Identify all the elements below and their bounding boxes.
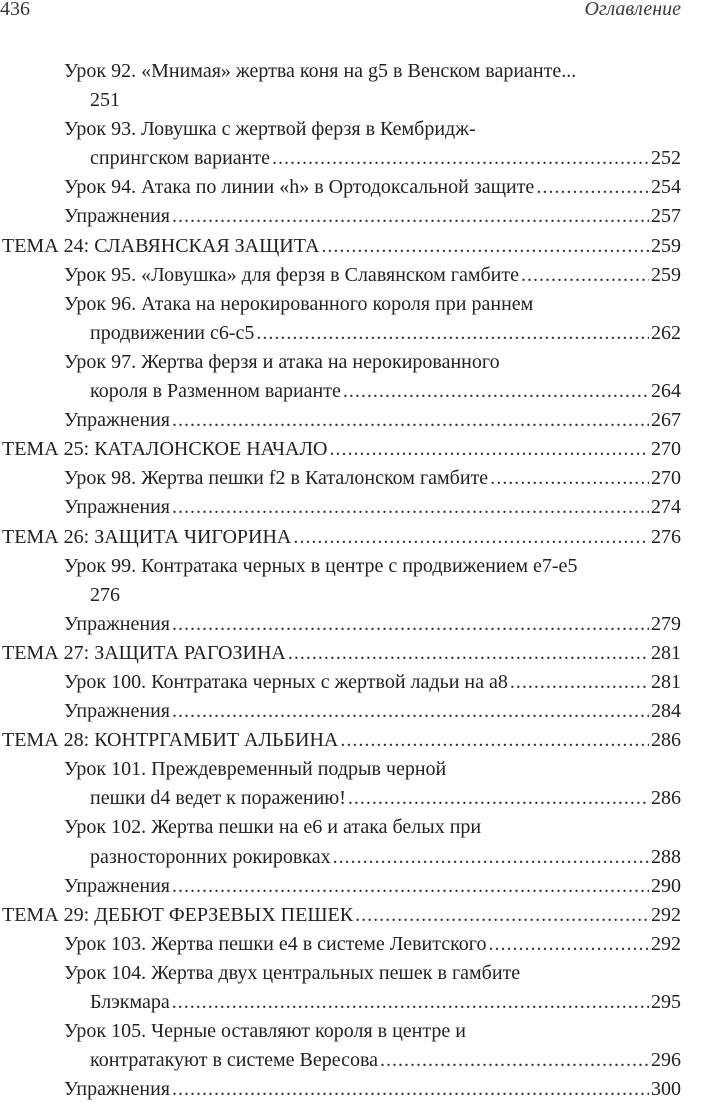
toc-topic-line (0, 639, 703, 668)
toc-entry-page: 296 (651, 1049, 681, 1072)
toc-entry-title: Блэкмара (90, 991, 170, 1013)
toc-lesson-line (0, 173, 703, 202)
dot-leader (172, 988, 649, 1017)
dot-leader (536, 173, 649, 202)
toc-entry-page: 267 (651, 409, 681, 432)
toc-entry-page: 262 (651, 321, 681, 344)
dot-leader (340, 726, 649, 755)
toc-entry-title: Урок 93. Ловушка с жертвой ферзя в Кембридж- (64, 118, 476, 141)
toc-entry-title: продвижении с6-с5 (90, 321, 255, 344)
toc-entry-page: 276 (651, 525, 681, 548)
toc-entry-page: 295 (651, 991, 681, 1013)
toc-topic-line (0, 232, 703, 261)
toc-entry-title: Урок 98. Жертва пешки f2 в Каталонском гамбите (64, 467, 489, 490)
toc-entry-title: Упражнения (64, 874, 170, 897)
toc-entry-title: ТЕМА 27: ЗАЩИТА РАГОЗИНА (2, 641, 286, 664)
toc-entry-page: 286 (651, 787, 681, 810)
toc-entry-page: 281 (651, 670, 681, 693)
toc-topic-line (0, 435, 703, 464)
dot-leader (343, 377, 649, 406)
dot-leader (321, 232, 649, 261)
toc-lesson-line (0, 348, 703, 377)
dot-leader (172, 493, 649, 522)
toc-lesson-line (0, 57, 703, 86)
toc-entry-title: Упражнения (64, 205, 170, 228)
page-header (0, 0, 703, 28)
toc-entry-page: 286 (651, 729, 681, 752)
toc-entry-title: спрингском варианте (90, 147, 270, 170)
dot-leader (510, 668, 649, 697)
toc-lesson-line (0, 872, 703, 901)
toc-entry-title: Урок 96. Атака на нерокированного короля при раннем (64, 292, 534, 315)
dot-leader (172, 697, 649, 726)
toc-lesson-line (0, 406, 703, 435)
toc-lesson-line (0, 755, 703, 784)
toc-entry-title: Упражнения (64, 409, 170, 432)
toc-entry-page: 290 (651, 874, 681, 897)
toc-lesson-line (0, 115, 703, 144)
toc-cont-line (0, 86, 703, 115)
toc-lesson-line (0, 1017, 703, 1046)
dot-leader (172, 610, 649, 639)
dot-leader (172, 1075, 649, 1104)
dot-leader (333, 843, 649, 872)
toc-entry-title: разносторонних рокировках (90, 845, 331, 868)
table-of-contents (0, 57, 703, 1104)
dot-leader (521, 261, 649, 290)
toc-entry-title: пешки d4 ведет к поражению! (90, 787, 346, 810)
dot-leader (288, 639, 649, 668)
toc-lesson-line (0, 610, 703, 639)
toc-lesson-line (0, 464, 703, 493)
toc-lesson-line (0, 697, 703, 726)
toc-lesson-line (0, 668, 703, 697)
toc-entry-title: контратакуют в системе Вересова (90, 1049, 379, 1072)
toc-entry-title: Урок 100. Контратака черных с жертвой ладьи на а8 (64, 670, 508, 693)
toc-cont-line (0, 581, 703, 610)
toc-cont-line (0, 377, 703, 406)
page-number: 436 (0, 0, 30, 20)
toc-entry-title: Урок 95. «Ловушка» для ферзя в Славянском гамбите (64, 263, 519, 286)
toc-entry-title: Урок 105. Черные оставляют короля в центре и (64, 1020, 466, 1043)
toc-entry-title: ТЕМА 25: КАТАЛОНСКОЕ НАЧАЛО (2, 438, 328, 461)
toc-lesson-line (0, 290, 703, 319)
toc-cont-line (0, 144, 703, 173)
toc-cont-line (0, 319, 703, 348)
toc-lesson-line (0, 261, 703, 290)
toc-entry-page: 259 (651, 263, 681, 286)
toc-entry-page: 292 (651, 932, 681, 955)
toc-entry-title: Урок 101. Преждевременный подрыв черной (64, 758, 447, 781)
dot-leader (172, 202, 649, 231)
dot-leader (490, 464, 649, 493)
toc-entry-page: 274 (651, 496, 681, 519)
toc-entry-page: 279 (651, 612, 681, 635)
toc-entry-title: Урок 103. Жертва пешки е4 в системе Левитского (64, 932, 487, 955)
toc-entry-title: Урок 99. Контратака черных в центре с продвижением е7-е5 (64, 554, 578, 577)
dot-leader (272, 144, 649, 173)
toc-entry-title: короля в Разменном варианте (90, 380, 341, 403)
toc-entry-title: Урок 102. Жертва пешки на е6 и атака белых при (64, 816, 482, 839)
toc-entry-page: 284 (651, 700, 681, 723)
toc-entry-page: 252 (651, 147, 681, 170)
toc-entry-title: Урок 92. «Мнимая» жертва коня на g5 в Венском варианте... (64, 60, 577, 82)
toc-entry-title: 276 (90, 583, 120, 606)
dot-leader (348, 784, 649, 813)
dot-leader (488, 930, 649, 959)
toc-lesson-line (0, 202, 703, 231)
toc-entry-page: 292 (651, 903, 681, 926)
toc-entry-page: 281 (651, 641, 681, 664)
dot-leader (172, 406, 649, 435)
toc-entry-title: Упражнения (64, 700, 170, 723)
toc-entry-page: 254 (651, 176, 681, 199)
toc-entry-page: 288 (651, 845, 681, 868)
toc-entry-title: Урок 104. Жертва двух центральных пешек в гамбите (64, 961, 521, 984)
dot-leader (256, 319, 649, 348)
toc-topic-line (0, 726, 703, 755)
toc-entry-title: Упражнения (64, 1078, 170, 1101)
toc-cont-line (0, 1046, 703, 1075)
toc-entry-page: 264 (651, 380, 681, 403)
toc-entry-title: 251 (90, 89, 120, 112)
toc-lesson-line (0, 552, 703, 581)
toc-entry-title: ТЕМА 28: КОНТРГАМБИТ АЛЬБИНА (2, 729, 339, 752)
toc-lesson-line (0, 813, 703, 842)
dot-leader (380, 1046, 649, 1075)
toc-entry-title: Урок 94. Атака по линии «h» в Ортодоксальной защите (64, 176, 535, 199)
toc-cont-line (0, 988, 703, 1017)
toc-topic-line (0, 901, 703, 930)
toc-lesson-line (0, 493, 703, 522)
toc-entry-title: Урок 97. Жертва ферзя и атака на нерокированного (64, 350, 500, 373)
toc-entry-page: 300 (651, 1078, 681, 1101)
toc-entry-title: ТЕМА 24: СЛАВЯНСКАЯ ЗАЩИТА (2, 234, 320, 257)
toc-topic-line (0, 523, 703, 552)
toc-cont-line (0, 843, 703, 872)
toc-entry-title: Упражнения (64, 612, 170, 635)
toc-lesson-line (0, 959, 703, 988)
toc-entry-page: 270 (651, 467, 681, 490)
toc-entry-page: 259 (651, 234, 681, 257)
toc-lesson-line (0, 930, 703, 959)
toc-entry-title: Упражнения (64, 496, 170, 519)
dot-leader (355, 901, 649, 930)
toc-lesson-line (0, 1075, 703, 1104)
toc-entry-page: 270 (651, 438, 681, 461)
dot-leader (172, 872, 649, 901)
toc-cont-line (0, 784, 703, 813)
dot-leader (293, 523, 649, 552)
running-title: Оглавление (584, 0, 681, 20)
toc-entry-title: ТЕМА 29: ДЕБЮТ ФЕРЗЕВЫХ ПЕШЕК (2, 903, 354, 926)
toc-entry-title: ТЕМА 26: ЗАЩИТА ЧИГОРИНА (2, 525, 292, 548)
toc-entry-page: 257 (651, 205, 681, 228)
dot-leader (330, 435, 650, 464)
